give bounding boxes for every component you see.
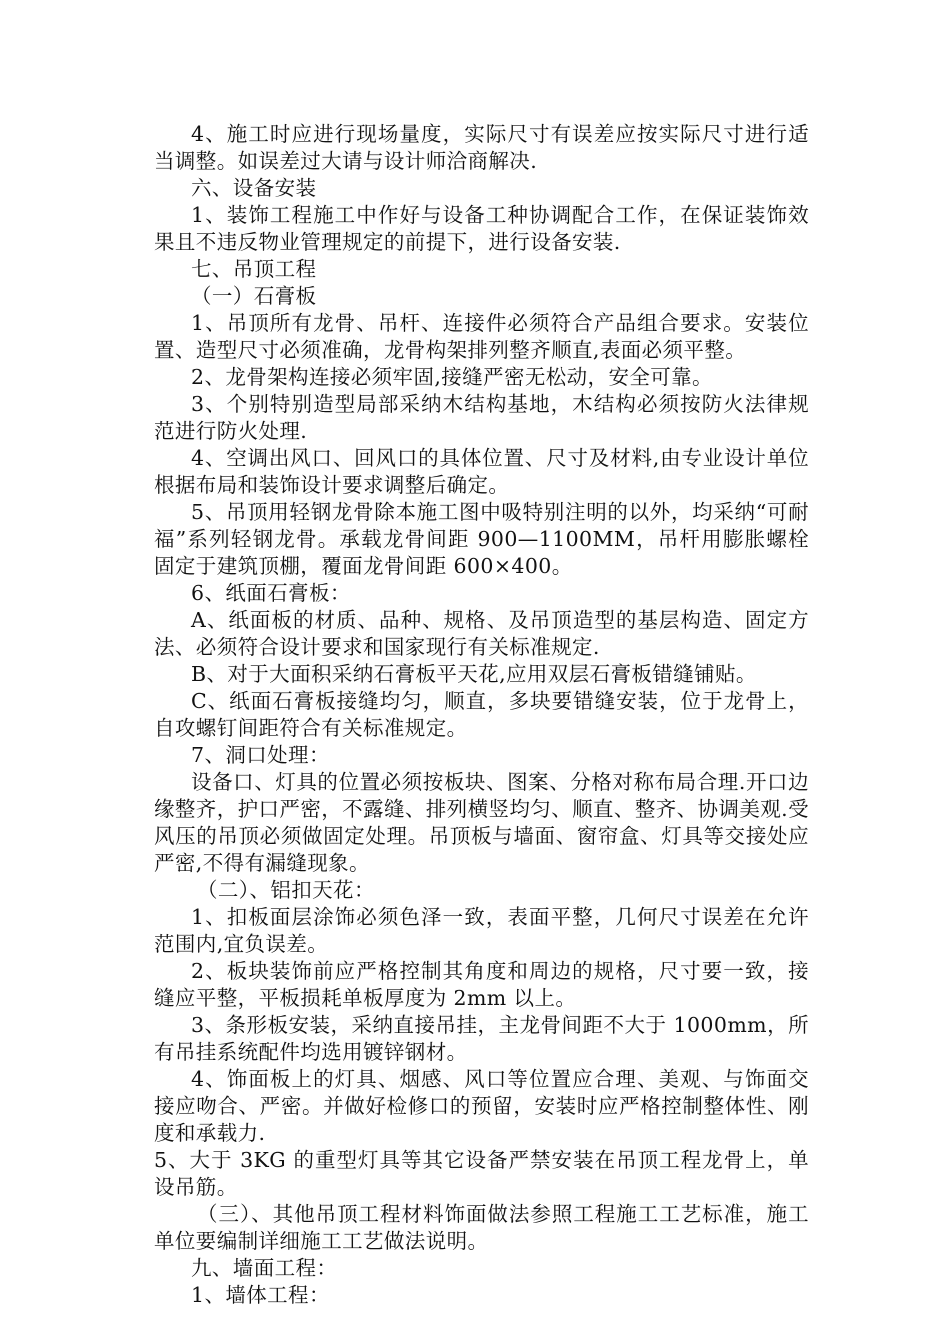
paragraph-b-double-layer: B、对于大面积采纳石膏板平天花,应用双层石膏板错缝铺贴。 [191,662,757,686]
paragraph-2-panel-angles: 2、板块装饰前应严格控制其角度和周边的规格，尺寸要一致，接缝应平整，平板损耗单板厚度为 2mm 以上。 [154,959,809,1010]
paragraph-7-openings: 7、洞口处理： [191,743,330,767]
subheading-gypsum-board: （一）石膏板 [191,284,317,308]
paragraph-3-strip-panels: 3、条形板安装，采纳直接吊挂，主龙骨间距不大于 1000mm，所有吊挂系统配件均选用镀锌钢材。 [154,1013,809,1064]
document-body [154,121,809,1309]
heading-ceiling-works: 七、吊顶工程 [191,257,317,281]
paragraph-3-fireproofing: 3、个别特别造型局部采纳木结构基地，木结构必须按防火法律规范进行防火处理. [154,392,809,443]
subheading-other-ceiling: （三）、其他吊顶工程材料饰面做法参照工程施工工艺标准，施工单位要编制详细施工工艺做法说明。 [154,1202,809,1253]
paragraph-1-keel-requirements: 1、吊顶所有龙骨、吊杆、连接件必须符合产品组合要求。安装位置、造型尺寸必须准确，龙骨构架排列整齐顺直,表面必须平整。 [154,311,809,362]
paragraph-a-materials: A、纸面板的材质、品种、规格、及吊顶造型的基层构造、固定方法、必须符合设计要求和国家现行有关标准规定. [154,608,809,659]
paragraph-4-fixtures: 4、饰面板上的灯具、烟感、风口等位置应合理、美观、与饰面交接应吻合、严密。并做好检修口的预留，安装时应严格控制整体性、刚度和承载力. [154,1067,809,1145]
paragraph-2-keel-connection: 2、龙骨架构连接必须牢固,接缝严密无松动，安全可靠。 [191,365,713,389]
paragraph-openings-detail: 设备口、灯具的位置必须按板块、图案、分格对称布局合理.开口边缘整齐，护口严密，不露缝、排列横竖均匀、顺直、整齐、协调美观.受风压的吊顶必须做固定处理。吊顶板与墙面、窗帘盒、灯具等交接处应严密,不得有漏缝现象。 [154,770,809,875]
paragraph-5-light-steel-keel: 5、吊顶用轻钢龙骨除本施工图中吸特别注明的以外，均采纳“可耐福”系列轻钢龙骨。承载龙骨间距 900—1100MM，吊杆用膨胀螺栓固定于建筑顶棚，覆面龙骨间距 600×400。 [154,500,809,578]
subheading-aluminum-ceiling: （二）、铝扣天花： [197,878,375,902]
paragraph-1-equipment-coordination: 1、装饰工程施工中作好与设备工种协调配合工作，在保证装饰效果且不违反物业管理规定的前提下，进行设备安装. [154,203,809,254]
heading-wall-works: 九、墙面工程： [191,1256,338,1280]
heading-equipment-installation: 六、设备安装 [191,176,317,200]
paragraph-4-air-vents: 4、空调出风口、回风口的具体位置、尺寸及材料,由专业设计单位根据布局和装饰设计要求调整后确定。 [154,446,809,497]
paragraph-1-wall-body: 1、墙体工程： [191,1283,330,1307]
paragraph-4-site-measurement: 4、施工时应进行现场量度，实际尺寸有误差应按实际尺寸进行适当调整。如误差过大请与设计师洽商解决. [154,122,809,173]
paragraph-c-joints: C、纸面石膏板接缝均匀，顺直，多块要错缝安装，位于龙骨上，自攻螺钉间距符合有关标准规定。 [154,689,809,740]
paragraph-5-heavy-lamps: 5、大于 3KG 的重型灯具等其它设备严禁安装在吊顶工程龙骨上，单设吊筋。 [154,1148,809,1199]
paragraph-6-paper-gypsum: 6、纸面石膏板： [191,581,351,605]
paragraph-1-panel-coating: 1、扣板面层涂饰必须色泽一致，表面平整，几何尺寸误差在允许范围内,宜负误差。 [154,905,809,956]
